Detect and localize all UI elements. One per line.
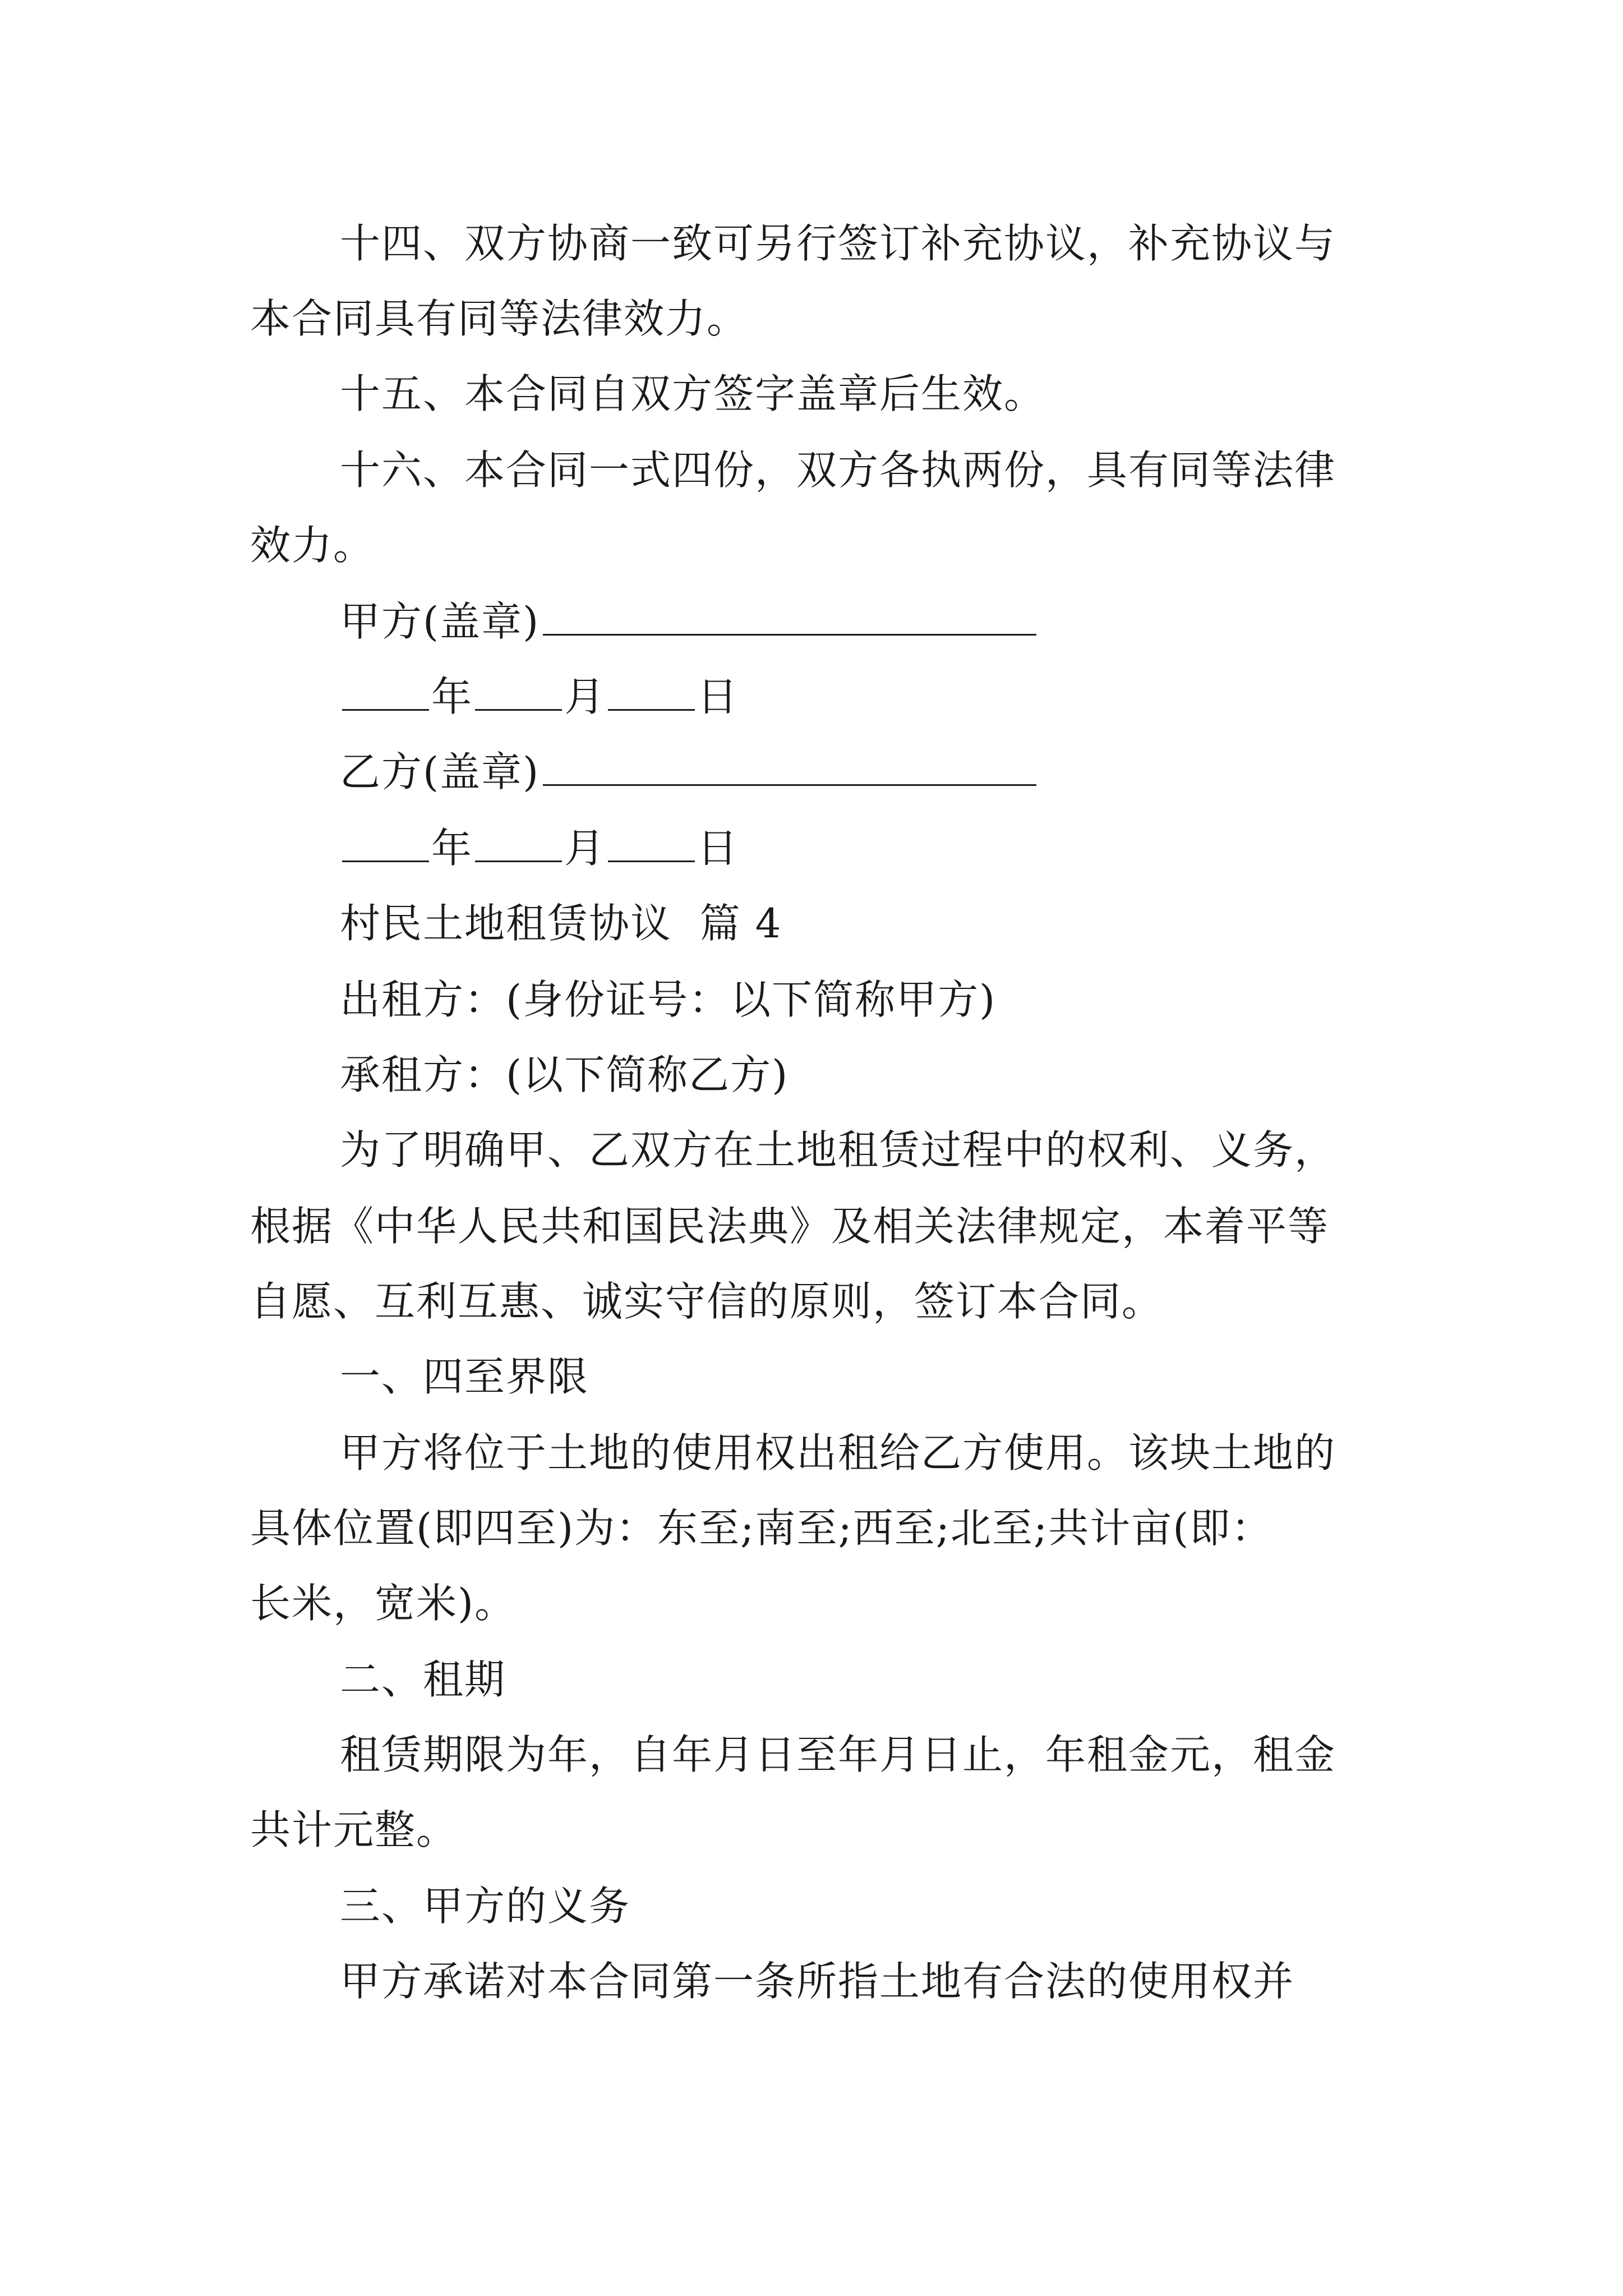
day-label: 日 [697,825,739,872]
party-a-seal-label: 甲方(盖章) [340,598,540,645]
party-b-signature-line [543,744,1036,786]
party-a-month-blank [475,669,562,711]
clause-1-line-2: 具体位置(即四至)为：东至;南至;西至;北至;共计亩(即： [250,1504,1273,1552]
clause-2-line-1: 租赁期限为年，自年月日至年月日止，年租金元，租金 [340,1731,1336,1778]
party-b-month-blank [475,820,562,862]
party-a-signature-row [340,593,1040,650]
clause-3-title: 三、甲方的义务 [340,1883,631,1930]
clause-3-line-1: 甲方承诺对本合同第一条所指土地有合法的使用权并 [340,1958,1295,2005]
clause-1-line-1: 甲方将位于土地的使用权出租给乙方使用。该块土地的 [340,1429,1336,1476]
party-a-date-row [340,669,739,725]
clause-2-line-2: 共计元整。 [250,1806,458,1853]
party-b-signature-row [340,744,1040,800]
lessee-line: 承租方：(以下简称乙方) [340,1051,789,1098]
paragraph-15: 十五、本合同自双方签字盖章后生效。 [340,370,1046,417]
party-a-signature-line [543,593,1036,636]
paragraph-14-line-1: 十四、双方协商一致可另行签订补充协议，补充协议与 [340,220,1336,267]
paragraph-16-line-1: 十六、本合同一式四份，双方各执两份，具有同等法律 [340,447,1336,494]
party-b-day-blank [608,820,695,862]
party-b-date-row [340,820,739,876]
year-label: 年 [431,825,473,872]
party-a-day-blank [608,669,695,711]
month-label: 月 [564,673,606,720]
section-title: 村民土地租赁协议 篇 4 [340,900,782,947]
intro-line-1: 为了明确甲、乙双方在土地租赁过程中的权利、义务， [340,1126,1336,1174]
party-b-seal-label: 乙方(盖章) [340,748,540,795]
year-label: 年 [431,673,473,720]
month-label: 月 [564,825,606,872]
party-b-year-blank [342,820,429,862]
paragraph-14-line-2: 本合同具有同等法律效力。 [250,295,749,342]
day-label: 日 [697,673,739,720]
lessor-line: 出租方：(身份证号：以下简称甲方) [340,976,997,1023]
party-a-year-blank [342,669,429,711]
intro-line-3: 自愿、互利互惠、诚实守信的原则，签订本合同。 [250,1278,1164,1325]
clause-1-line-3: 长米，宽米)。 [250,1580,517,1627]
paragraph-16-line-2: 效力。 [250,522,375,569]
clause-1-title: 一、四至界限 [340,1353,589,1400]
clause-2-title: 二、租期 [340,1656,506,1703]
intro-line-2: 根据《中华人民共和国民法典》及相关法律规定，本着平等 [250,1203,1330,1250]
